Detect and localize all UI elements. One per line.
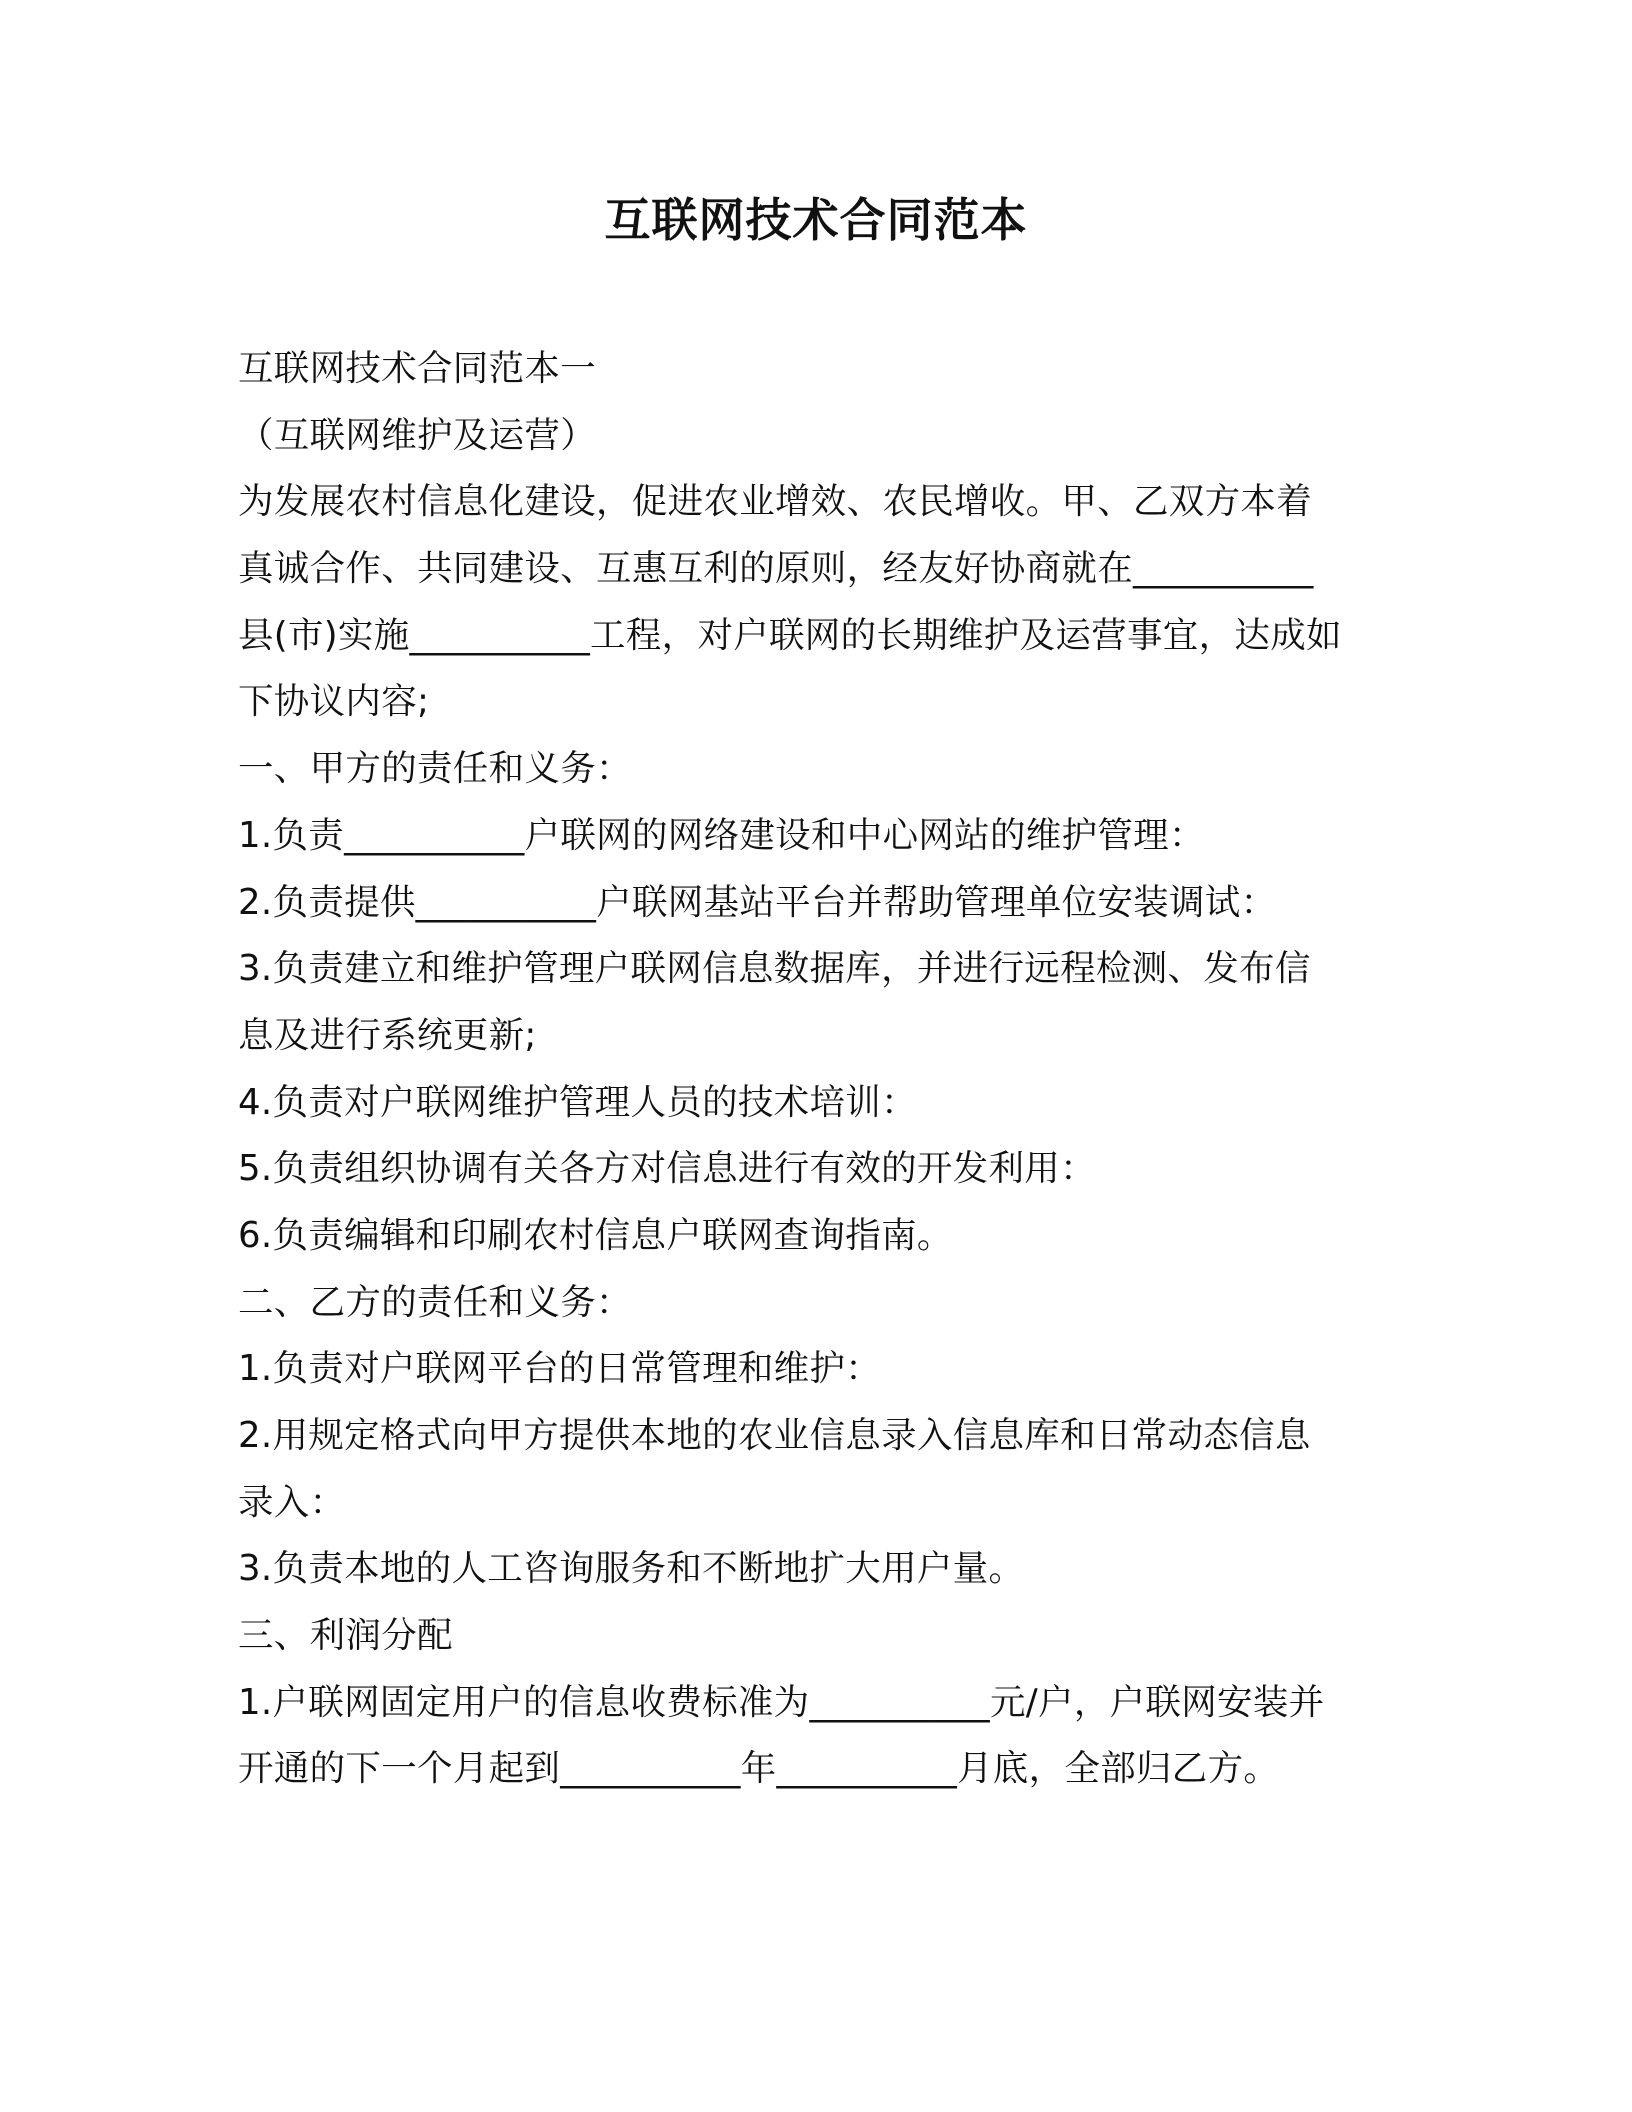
intro-paragraph-line: 县(市)实施__________工程，对户联网的长期维护及运营事宜，达成如 [238,614,1342,656]
clause-line: 5.负责组织协调有关各方对信息进行有效的开发利用： [238,1148,1096,1190]
clause-line: 息及进行系统更新; [238,1014,537,1056]
section-heading: 三、利润分配 [238,1615,453,1657]
section-heading: 一、甲方的责任和义务： [238,748,632,790]
clause-line: 1.负责对户联网平台的日常管理和维护： [238,1348,882,1390]
clause-line: 2.用规定格式向甲方提供本地的农业信息录入信息库和日常动态信息 [238,1415,1311,1456]
clause-line: 1.户联网固定用户的信息收费标准为__________元/户，户联网安装并 [238,1681,1325,1723]
intro-paragraph-line: 真诚合作、共同建设、互惠互利的原则，经友好协商就在__________ [238,548,1314,590]
clause-line: 2.负责提供__________户联网基站平台并帮助管理单位安装调试： [238,881,1277,923]
clause-line: 3.负责本地的人工咨询服务和不断地扩大用户量。 [238,1548,1025,1590]
subtitle-line: 互联网技术合同范本一 [238,348,597,389]
clause-line: 3.负责建立和维护管理户联网信息数据库，并进行远程检测、发布信 [238,948,1311,990]
document-title: 互联网技术合同范本 [604,193,1028,247]
document-body [238,336,1398,1803]
clause-line: 录入： [238,1481,346,1523]
clause-line: 4.负责对户联网维护管理人员的技术培训： [238,1081,917,1123]
clause-line: 6.负责编辑和印刷农村信息户联网查询指南。 [238,1214,953,1256]
intro-paragraph-line: 为发展农村信息化建设，促进农业增效、农民增收。甲、乙双方本着 [238,481,1313,523]
clause-line: 1.负责__________户联网的网络建设和中心网站的维护管理： [238,814,1205,856]
section-heading: 二、乙方的责任和义务： [238,1281,632,1323]
intro-paragraph-line: 下协议内容; [238,681,430,723]
clause-line: 开通的下一个月起到__________年__________月底，全部归乙方。 [238,1748,1280,1790]
subtitle-paren-line: （互联网维护及运营） [238,414,597,456]
